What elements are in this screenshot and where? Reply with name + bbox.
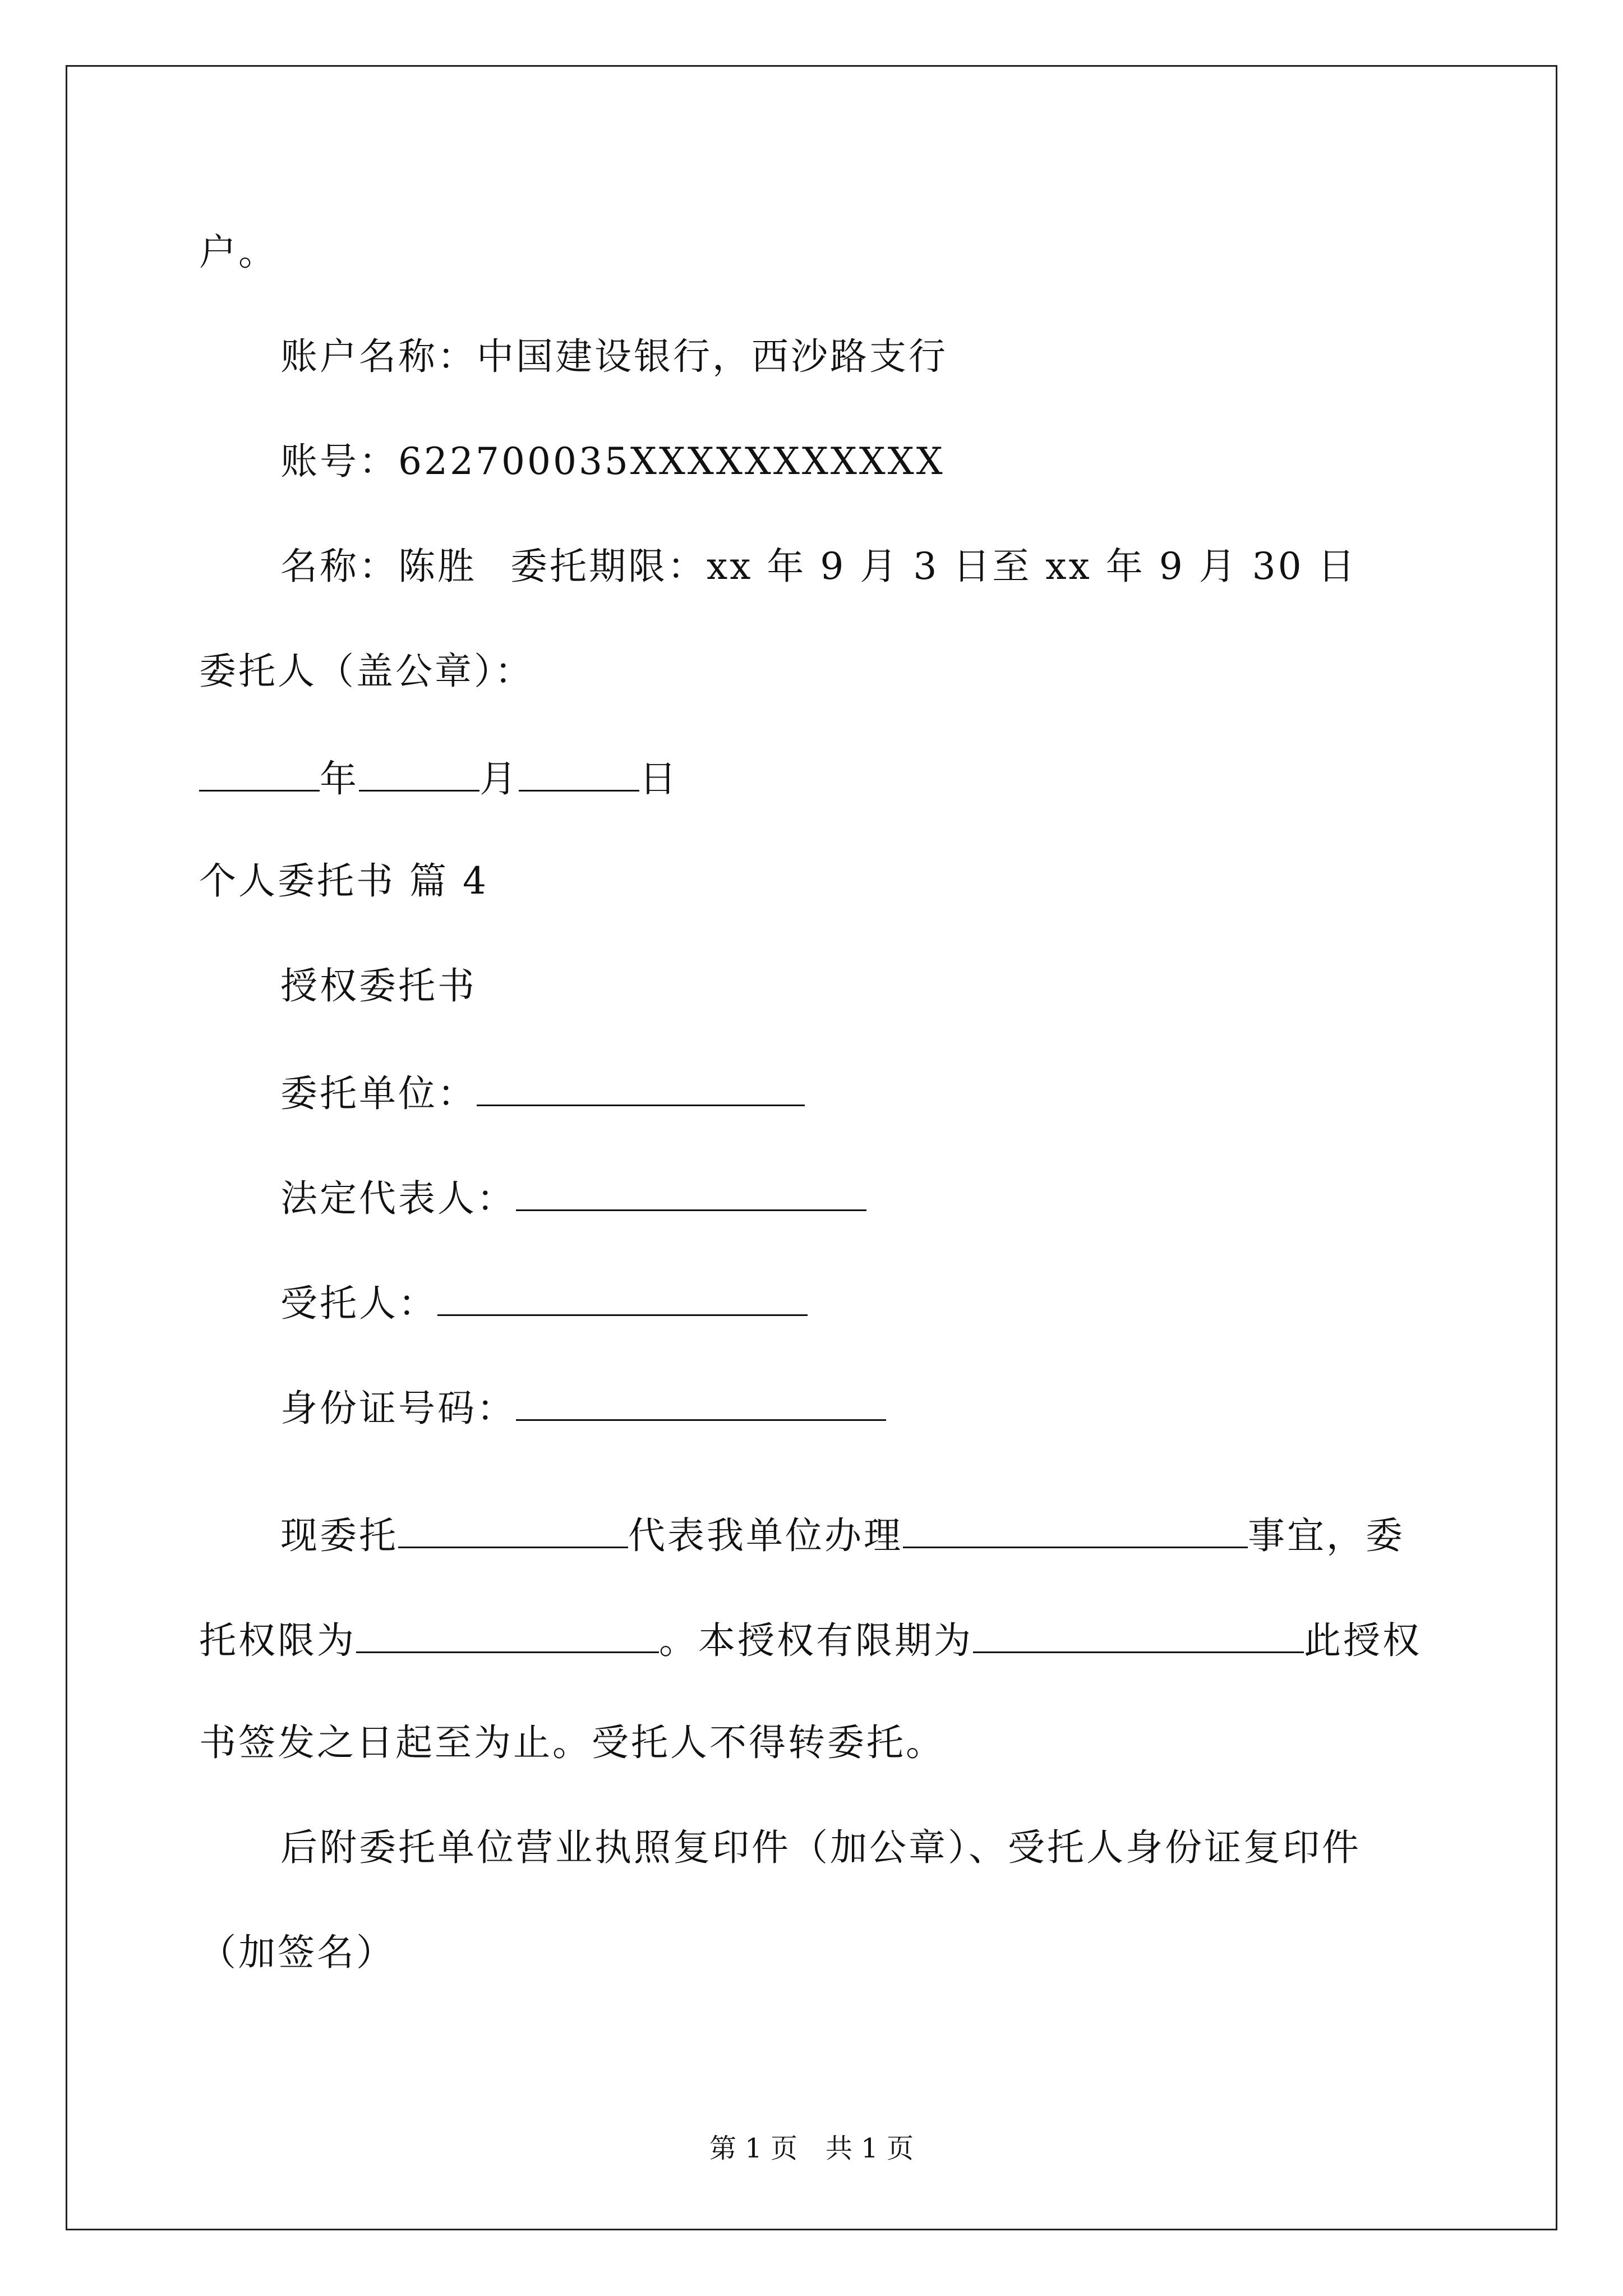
legal-rep-blank[interactable] bbox=[516, 1174, 866, 1211]
account-name-line: 账户名称：中国建设银行，西沙路支行 bbox=[280, 335, 948, 378]
page-border bbox=[66, 65, 1557, 2230]
attachment-line-2: （加签名） bbox=[199, 1931, 395, 1974]
auth-part-b: 代表我单位办理 bbox=[628, 1514, 903, 1557]
account-number-line: 账号：622700035XXXXXXXXXXX bbox=[280, 440, 945, 483]
entrusting-unit-label: 委托单位： bbox=[280, 1072, 477, 1115]
authorization-line-3: 书签发之日起至为止。受托人不得转委托。 bbox=[199, 1721, 945, 1764]
authorization-line-2 bbox=[199, 1616, 1422, 1663]
month-label: 月 bbox=[479, 757, 519, 800]
year-label: 年 bbox=[320, 757, 359, 800]
text-line-1: 户。 bbox=[199, 231, 278, 274]
principal-seal-line: 委托人（盖公章）： bbox=[199, 650, 534, 693]
page-footer bbox=[0, 2132, 1623, 2165]
trustee-line bbox=[280, 1278, 808, 1326]
id-number-blank[interactable] bbox=[516, 1383, 886, 1421]
name-period-line bbox=[280, 544, 1357, 589]
year-blank[interactable] bbox=[199, 754, 320, 792]
auth-part-c: 事宜，委 bbox=[1248, 1514, 1405, 1557]
authority-scope-blank[interactable] bbox=[356, 1616, 659, 1653]
document-title: 授权委托书 bbox=[280, 964, 477, 1007]
auth2-part-c: 此授权 bbox=[1304, 1619, 1422, 1662]
auth2-part-b: 。本授权有限期为 bbox=[659, 1619, 973, 1662]
period-label: 委托期限：xx 年 9 月 3 日至 xx 年 9 月 30 日 bbox=[510, 545, 1357, 588]
id-number-line bbox=[280, 1383, 886, 1431]
id-number-label: 身份证号码： bbox=[280, 1387, 516, 1430]
auth2-part-a: 托权限为 bbox=[199, 1619, 356, 1662]
trustee-label: 受托人： bbox=[280, 1282, 437, 1325]
entrusting-unit-blank[interactable] bbox=[477, 1069, 805, 1106]
attachment-line-1: 后附委托单位营业执照复印件（加公章）、受托人身份证复印件 bbox=[280, 1826, 1361, 1869]
day-blank[interactable] bbox=[519, 754, 639, 792]
trustee-blank[interactable] bbox=[437, 1278, 808, 1316]
auth-part-a: 现委托 bbox=[280, 1514, 398, 1557]
name-label: 名称：陈胜 bbox=[280, 545, 477, 588]
section-heading: 个人委托书 篇 4 bbox=[199, 859, 488, 903]
page-number: 第 1 页 bbox=[709, 2133, 797, 2164]
entrusting-unit-line bbox=[280, 1069, 805, 1116]
authorization-line-1 bbox=[280, 1511, 1405, 1558]
day-label: 日 bbox=[639, 757, 679, 800]
trustee-name-blank[interactable] bbox=[398, 1511, 628, 1548]
page-total: 共 1 页 bbox=[826, 2133, 914, 2164]
matter-blank[interactable] bbox=[903, 1511, 1248, 1548]
legal-rep-label: 法定代表人： bbox=[280, 1177, 516, 1220]
month-blank[interactable] bbox=[359, 754, 479, 792]
legal-rep-line bbox=[280, 1174, 866, 1221]
date-line bbox=[199, 754, 679, 802]
validity-period-blank[interactable] bbox=[973, 1616, 1304, 1653]
